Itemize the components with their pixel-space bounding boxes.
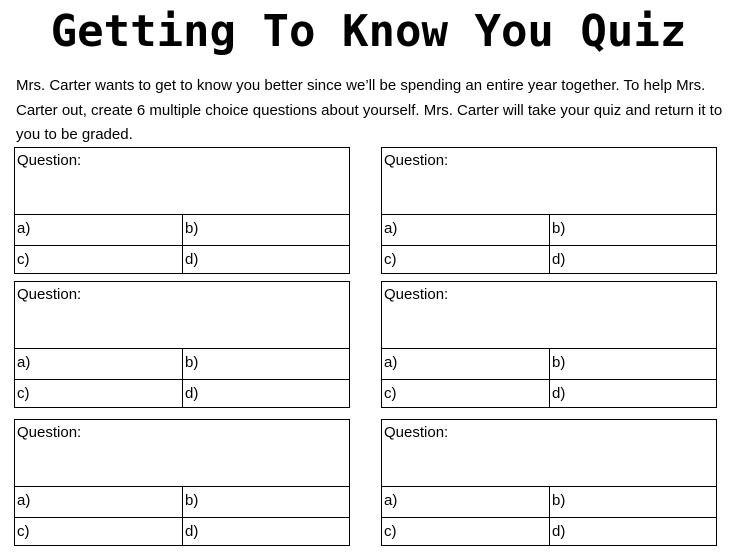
answer-d-field[interactable]: d) bbox=[552, 523, 566, 540]
answer-c-field[interactable]: c) bbox=[382, 380, 550, 407]
answer-b-field[interactable]: b) bbox=[552, 492, 566, 509]
answer-a-field[interactable]: a) bbox=[15, 487, 183, 517]
answer-a-field[interactable]: a) bbox=[382, 215, 550, 245]
answer-b-field[interactable]: b) bbox=[552, 354, 566, 371]
answer-c-field[interactable]: c) bbox=[382, 246, 550, 273]
question-field[interactable]: Question: bbox=[382, 148, 716, 215]
answer-c-field[interactable]: c) bbox=[15, 380, 183, 407]
quiz-box-4 bbox=[381, 281, 717, 408]
answer-a-field[interactable]: a) bbox=[15, 215, 183, 245]
answer-a-field[interactable]: a) bbox=[15, 349, 183, 379]
answer-a-field[interactable]: a) bbox=[382, 487, 550, 517]
answer-b-field[interactable]: b) bbox=[185, 354, 199, 371]
question-field[interactable]: Question: bbox=[15, 148, 349, 215]
quiz-box-2 bbox=[381, 147, 717, 274]
question-field[interactable]: Question: bbox=[15, 282, 349, 349]
quiz-box-6 bbox=[381, 419, 717, 546]
answer-d-field[interactable]: d) bbox=[552, 251, 566, 268]
question-field[interactable]: Question: bbox=[382, 282, 716, 349]
quiz-box-1 bbox=[14, 147, 350, 274]
page-title: Getting To Know You Quiz bbox=[50, 6, 687, 57]
answer-c-field[interactable]: c) bbox=[15, 246, 183, 273]
quiz-box-3 bbox=[14, 281, 350, 408]
answer-c-field[interactable]: c) bbox=[15, 518, 183, 545]
answer-d-field[interactable]: d) bbox=[185, 523, 199, 540]
answer-b-field[interactable]: b) bbox=[552, 220, 566, 237]
question-field[interactable]: Question: bbox=[382, 420, 716, 487]
instructions-paragraph: Mrs. Carter wants to get to know you better since we’ll be spending an entire year together. To help Mrs. Carter out, create 6 multiple choice questions about yourself. Mrs. Carter will take your quiz and return it to you to be graded. bbox=[16, 77, 723, 143]
answer-c-field[interactable]: c) bbox=[382, 518, 550, 545]
answer-d-field[interactable]: d) bbox=[185, 251, 199, 268]
answer-b-field[interactable]: b) bbox=[185, 492, 199, 509]
answer-d-field[interactable]: d) bbox=[185, 385, 199, 402]
answer-a-field[interactable]: a) bbox=[382, 349, 550, 379]
question-field[interactable]: Question: bbox=[15, 420, 349, 487]
answer-d-field[interactable]: d) bbox=[552, 385, 566, 402]
answer-b-field[interactable]: b) bbox=[185, 220, 199, 237]
quiz-box-5 bbox=[14, 419, 350, 546]
